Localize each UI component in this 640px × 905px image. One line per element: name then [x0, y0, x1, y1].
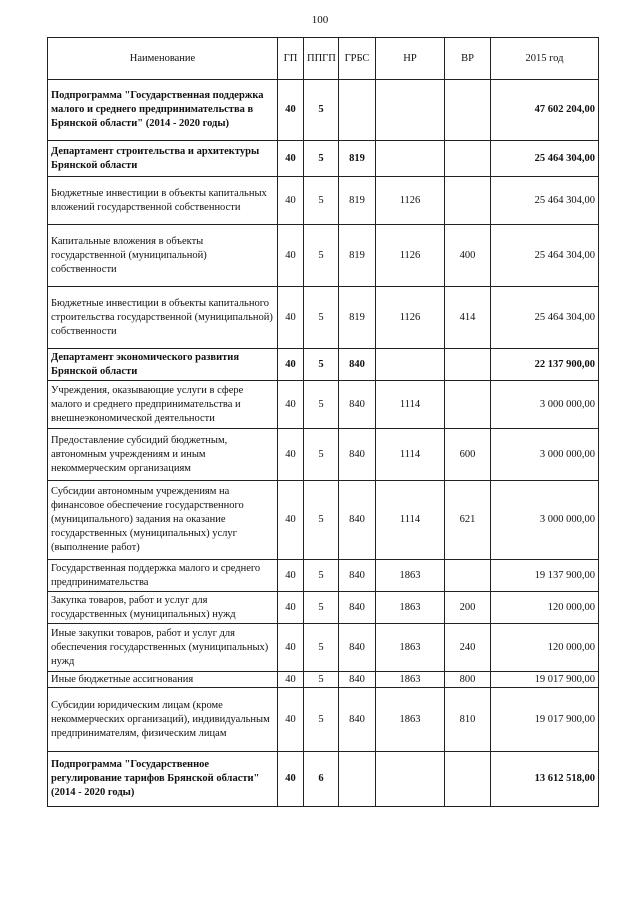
row-gp: 40 [278, 688, 304, 752]
table-row [48, 225, 599, 287]
row-vr: 600 [445, 429, 491, 481]
row-nr: 1863 [376, 672, 445, 688]
header-name: Наименование [48, 38, 278, 80]
row-ppgp: 5 [304, 381, 339, 429]
row-nr [376, 141, 445, 177]
row-grbs: 819 [339, 225, 376, 287]
row-ppgp: 5 [304, 177, 339, 225]
row-ppgp: 5 [304, 225, 339, 287]
row-name: Закупка товаров, работ и услуг для государственных (муниципальных) нужд [48, 592, 278, 624]
row-vr: 400 [445, 225, 491, 287]
row-name: Предоставление субсидий бюджетным, автономным учреждениям и иным некоммерческим организациям [48, 429, 278, 481]
row-ppgp: 5 [304, 429, 339, 481]
row-ppgp: 5 [304, 592, 339, 624]
row-gp: 40 [278, 429, 304, 481]
row-ppgp: 5 [304, 481, 339, 560]
row-ppgp: 5 [304, 80, 339, 141]
row-name: Подпрограмма "Государственное регулирование тарифов Брянской области" (2014 - 2020 годы) [48, 752, 278, 807]
row-amount: 25 464 304,00 [491, 141, 599, 177]
row-vr [445, 349, 491, 381]
row-name: Субсидии автономным учреждениям на финансовое обеспечение государственного (муниципального) задания на оказание государственных (муниципальных) услуг (выполнение работ) [48, 481, 278, 560]
row-amount: 22 137 900,00 [491, 349, 599, 381]
row-grbs: 840 [339, 688, 376, 752]
row-ppgp: 5 [304, 688, 339, 752]
row-nr: 1863 [376, 688, 445, 752]
row-name: Департамент экономического развития Брянской области [48, 349, 278, 381]
row-grbs: 840 [339, 672, 376, 688]
page-number: 100 [311, 14, 329, 26]
row-amount: 25 464 304,00 [491, 225, 599, 287]
table-row [48, 381, 599, 429]
row-nr [376, 349, 445, 381]
header-gp: ГП [278, 38, 304, 80]
row-gp: 40 [278, 560, 304, 592]
row-gp: 40 [278, 177, 304, 225]
row-grbs: 840 [339, 481, 376, 560]
table-row [48, 752, 599, 807]
row-gp: 40 [278, 752, 304, 807]
row-nr [376, 752, 445, 807]
row-amount: 13 612 518,00 [491, 752, 599, 807]
row-ppgp: 5 [304, 560, 339, 592]
row-grbs: 840 [339, 381, 376, 429]
row-amount: 3 000 000,00 [491, 481, 599, 560]
row-name: Подпрограмма "Государственная поддержка малого и среднего предпринимательства в Брянской области" (2014 - 2020 годы) [48, 80, 278, 141]
table-row [48, 80, 599, 141]
row-grbs: 819 [339, 141, 376, 177]
row-ppgp: 5 [304, 287, 339, 349]
row-vr: 621 [445, 481, 491, 560]
row-grbs: 840 [339, 592, 376, 624]
row-gp: 40 [278, 481, 304, 560]
row-nr: 1114 [376, 481, 445, 560]
row-nr: 1114 [376, 429, 445, 481]
budget-table [47, 37, 599, 807]
row-gp: 40 [278, 592, 304, 624]
row-name: Субсидии юридическим лицам (кроме некоммерческих организаций), индивидуальным предпринимателям, физическим лицам [48, 688, 278, 752]
table-row [48, 349, 599, 381]
row-nr: 1863 [376, 624, 445, 672]
row-vr [445, 752, 491, 807]
row-vr: 414 [445, 287, 491, 349]
row-ppgp: 5 [304, 624, 339, 672]
row-nr: 1126 [376, 225, 445, 287]
row-ppgp: 5 [304, 141, 339, 177]
header-grbs: ГРБС [339, 38, 376, 80]
header-nr: НР [376, 38, 445, 80]
row-amount: 3 000 000,00 [491, 381, 599, 429]
row-amount: 120 000,00 [491, 624, 599, 672]
table-row [48, 429, 599, 481]
row-gp: 40 [278, 141, 304, 177]
header-row [48, 38, 599, 80]
table-row [48, 560, 599, 592]
row-vr: 810 [445, 688, 491, 752]
row-nr: 1114 [376, 381, 445, 429]
row-amount: 19 017 900,00 [491, 688, 599, 752]
row-name: Иные закупки товаров, работ и услуг для обеспечения государственных (муниципальных) нужд [48, 624, 278, 672]
table-row [48, 672, 599, 688]
row-name: Капитальные вложения в объекты государственной (муниципальной) собственности [48, 225, 278, 287]
row-amount: 19 017 900,00 [491, 672, 599, 688]
row-amount: 47 602 204,00 [491, 80, 599, 141]
row-name: Учреждения, оказывающие услуги в сфере малого и среднего предпринимательства и внешнеэкономической деятельности [48, 381, 278, 429]
table-row [48, 592, 599, 624]
row-vr: 200 [445, 592, 491, 624]
row-grbs: 840 [339, 624, 376, 672]
header-year: 2015 год [491, 38, 599, 80]
row-vr [445, 80, 491, 141]
header-ppgp: ППГП [304, 38, 339, 80]
row-grbs [339, 80, 376, 141]
row-grbs: 840 [339, 560, 376, 592]
row-ppgp: 5 [304, 349, 339, 381]
row-amount: 3 000 000,00 [491, 429, 599, 481]
row-vr: 240 [445, 624, 491, 672]
table-row [48, 624, 599, 672]
row-vr [445, 560, 491, 592]
row-amount: 19 137 900,00 [491, 560, 599, 592]
row-gp: 40 [278, 225, 304, 287]
row-gp: 40 [278, 672, 304, 688]
row-name: Государственная поддержка малого и среднего предпринимательства [48, 560, 278, 592]
row-nr: 1126 [376, 177, 445, 225]
row-name: Департамент строительства и архитектуры Брянской области [48, 141, 278, 177]
row-nr [376, 80, 445, 141]
row-vr [445, 141, 491, 177]
row-amount: 25 464 304,00 [491, 287, 599, 349]
row-gp: 40 [278, 381, 304, 429]
row-nr: 1863 [376, 592, 445, 624]
table-row [48, 177, 599, 225]
row-amount: 120 000,00 [491, 592, 599, 624]
row-gp: 40 [278, 287, 304, 349]
row-grbs: 819 [339, 287, 376, 349]
row-nr: 1126 [376, 287, 445, 349]
row-grbs: 840 [339, 349, 376, 381]
table-row [48, 481, 599, 560]
row-gp: 40 [278, 624, 304, 672]
row-nr: 1863 [376, 560, 445, 592]
row-name: Бюджетные инвестиции в объекты капитального строительства государственной (муниципальной) собственности [48, 287, 278, 349]
row-gp: 40 [278, 80, 304, 141]
row-grbs: 819 [339, 177, 376, 225]
row-ppgp: 5 [304, 672, 339, 688]
row-vr: 800 [445, 672, 491, 688]
table-row [48, 141, 599, 177]
row-grbs [339, 752, 376, 807]
row-amount: 25 464 304,00 [491, 177, 599, 225]
row-ppgp: 6 [304, 752, 339, 807]
row-vr [445, 381, 491, 429]
table-row [48, 287, 599, 349]
row-name: Бюджетные инвестиции в объекты капитальных вложений государственной собственности [48, 177, 278, 225]
row-grbs: 840 [339, 429, 376, 481]
header-vr: ВР [445, 38, 491, 80]
row-gp: 40 [278, 349, 304, 381]
row-name: Иные бюджетные ассигнования [48, 672, 278, 688]
table-row [48, 688, 599, 752]
row-vr [445, 177, 491, 225]
